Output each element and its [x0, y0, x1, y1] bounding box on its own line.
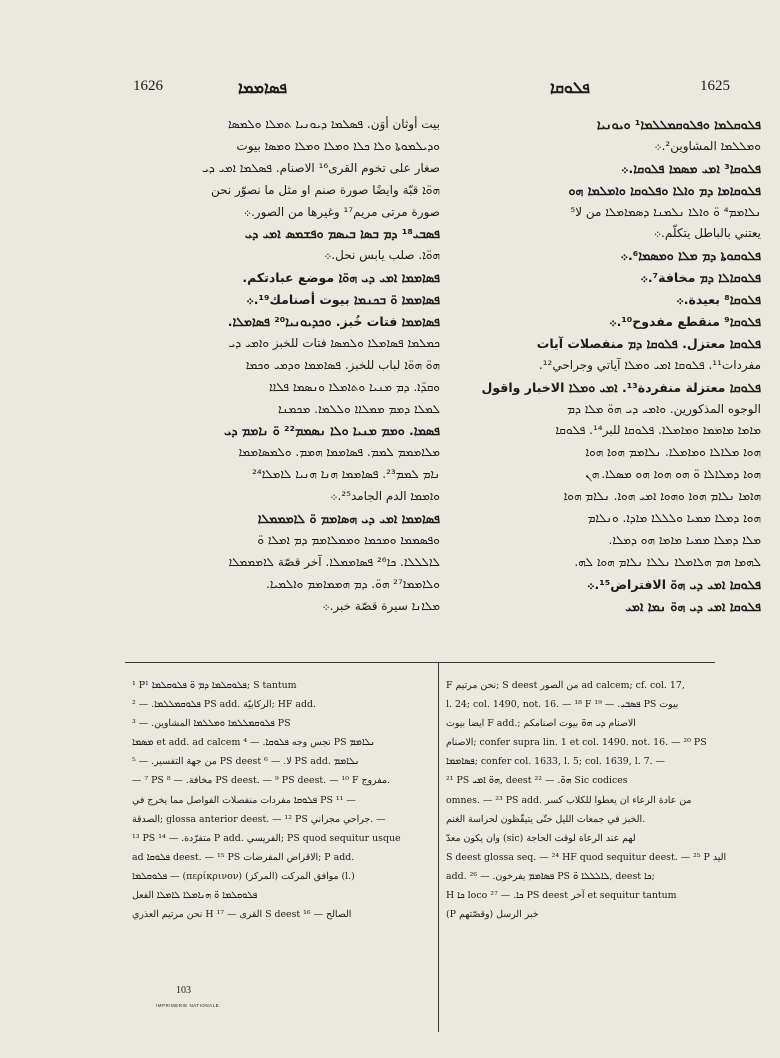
footnote-line: ܦܠܘܩܠܡܐ — (περίκρινον) موافق المركت (المركز) (l.): [132, 870, 355, 882]
text-line: ܗܘܐ ܕܡܠܐܠܐ ܘ̈ ܗܘ ܗܘܐ ܗܘ ܡܣܠܐ. ܗܢ: [585, 467, 761, 482]
right-footnotes: [446, 676, 744, 924]
text-line: ܡܐܡܐ ܡܐܡܡܐ ܘܡܐܡܠܐ. ܦܠܘܩܐ للبر¹⁴. ܦܠܘܩܐ: [555, 423, 761, 438]
text-line: ܦܠܘܩܘܬܐ ܕܡ ܡܠܐ ܘܡܣܡܐ⁶.܀: [620, 248, 761, 264]
footnote-line: ܦܣܐܡܡܐ; confer col. 1633, l. 5; col. 1639, l. 7. —: [446, 756, 665, 768]
right-text-column: [441, 114, 761, 617]
footnote-line: H ܟܐ loco ܟܐ. — ²⁷ PS deest آخر et sequitur tantum: [446, 890, 677, 902]
footnote-line: ¹ P¹ ܦܠܘܩܠܡܐ ܕܡ ܘ̈ ܦܠܘܩܠܡܐ; S tantum: [132, 680, 297, 691]
text-line: ܠܗܡܐ ܗܡ ܗܠܐܡܠܐ ܢܠܠܐ ܢܠܐܡ ܗܘܐ ܠܗ.: [574, 554, 761, 569]
text-line: ܗܐܡܐ ܢܠܐܡ ܗܘܐ ܘܗܘܐ ܐܡܝ ܗܘܐ. ܢܠܐܡ ܗܘܐ: [563, 489, 761, 504]
footnote-line: l. 24; col. 1490, not. 16. — ¹⁸ F ܦܣܒܝ. — ¹⁹ PS بيوت: [446, 699, 679, 711]
text-line: مفردات¹¹. ܦܠܘܩܐ ܐܡܝ ܘܡܠܐ آياتي وجراحي¹².: [538, 357, 761, 372]
left-text-column: [120, 114, 440, 617]
left-running-head: ܦܣܐܡܡܐ: [238, 78, 288, 97]
footnote-line: S deest glossa seq. — ²⁴ HF quod sequitur deest. — ²⁵ P اليد: [446, 851, 727, 863]
footnote-line: (P خبر الرسل (وقصّتهم: [446, 909, 539, 921]
text-line: ܗܘܐ ܡܠܐܠܐ ܘܡܐܡܠܐ. ܢܠܐܡܡ ܗܘܐ ܗܘܐ: [585, 445, 761, 460]
text-line: ܦܣܐܡܡܐ ܐܡܝ ܕܝ ܗܘ̈ܐ موضع عبادتكم.: [242, 270, 440, 286]
text-line: ܦܣܐܡܡܐ ܘ̈ ܒܟܢܡܐ بيوت أصنامك¹⁹.܀: [246, 292, 440, 308]
text-line: ܦܠܘܩܐ ܐܡܝ ܕܝ ܗܘ̈ الافتراض¹⁵.܀: [587, 576, 761, 592]
text-line: ܦܠܘܩܐܡܐ ܕܡ ܘܐܠܐ ܘܦܠܘܩܐ ܘܐܡܠܡܐ ܗܘ: [568, 182, 761, 198]
printer-imprint: IMPRIMERIE NATIONALE.: [156, 1003, 221, 1008]
text-line: بيت أوثان أوَن. ܦܣܠܡܐ ܕܝܘܢܝܐ ܬܡܠܐ ܘܠܡܣܐ: [227, 117, 440, 131]
text-line: ܦܠܘܩܐ⁹ منقطع مفدوح¹⁰.܀: [609, 314, 761, 330]
text-line: ܠܐܠܠܠܐ. ܟܐ²⁶ ܦܣܐܡܡܠܐ. آخر قصّة ܠܐܡܡܡܠܐ: [228, 554, 440, 569]
text-line: ܟܡܠܡܐ ܦܣܐܡܠܐ ܘܠܡܣܐ فتات للخبز ܘܐܡܝ ܕܝ: [228, 335, 440, 350]
text-line: صورة مرتى مريم¹⁷ وغيرها من الصور.܀: [243, 204, 440, 219]
footnote-line: ܦܠܘܩܠܡܐ ܘ̈ ܗܢܐܡܠܐ ܠܐܡܠܐ الفعل: [132, 890, 258, 902]
footnote-line: الخبز في جمعات الليل حتّى يتيقّظون لحراسة الغنم.: [446, 813, 646, 825]
text-line: ܦܣܒܝ¹⁸ ܕܡ ܒܣܐ ܒܝܣܡ ܘܦܫܡܣ ܐܡܝ ܕܝ: [244, 226, 440, 242]
text-line: صغار على تخوم القرى¹⁶ الاصنام. ܦܣܠܡܐ ܐܡܝ ܕܝ: [201, 160, 440, 175]
text-line: ܦܣܐܡܡܐ ܐܡܝ ܕܝ ܗܣܐܡܡ ܘ̈ ܠܐܡܡܡܠܐ: [257, 511, 440, 527]
footnote-line: من جهة التفسير. — ⁵ PS deest لا. — ⁶ PS add. ܢܠܐܡܡ: [132, 756, 360, 768]
text-line: ܗܘ̈ܐ. صلب يابس نحل.܀: [324, 248, 440, 263]
footnote-line: ²¹ PS ܗܘ̈ ܐܡܝ, deest ܗܘ̈. — ²² Sic codices: [446, 775, 628, 787]
footnote-line: ܦܠܘܩܡܠܠܡܐ. — ² PS add. الركابيّة; HF add.: [132, 699, 316, 711]
footnote-line: ad ܦܠܘܩܐ deest. — ¹⁵ PS الاقراض المفرضات; P add.: [132, 851, 355, 863]
footnote-line: وان يكون معدّ (sic) لهم عند الرعاة لوقت الحاجة: [446, 832, 636, 844]
left-footnotes: [132, 676, 430, 924]
footnote-line: ܦܠܘܩܐ مفردات منفصلات الفواصل مما يخرج في PS ¹¹ —: [132, 794, 356, 806]
text-line: ܘܩܕ̈ܐ. ܕܡ ܡܢܝܐ ܘܬܐܡܠܐ ܘܢܣܡܐ ܦܠܐܐ: [268, 379, 440, 394]
text-line: ܦܠܘܩܐ معتزل. ܦܠܘܩܐ ܕܡ منفصلات آيات: [536, 335, 761, 351]
text-line: ܘܕܝܠܡܘܬܐ ܘܠܐ ܟܠܐ ܘܡܠܐ ܘܡܠܐ ܘܡܣܐ بيوت: [236, 138, 440, 153]
text-line: ܡܠܐܢܐ سيرة قصّة خبر.܀: [322, 598, 440, 613]
text-line: ܦܠܘܩܐ⁸ بعيدة.܀: [676, 292, 761, 308]
text-line: ܗܘ̈ܐ قبّة وايضًا صورة صنم او مثل ما نصوّر نحن: [210, 182, 440, 197]
text-line: ܦܠܘܩܐ معتزلة منفردة¹³. ܐܡܝ ܘܡܠܐ الاخبار واقول: [481, 379, 761, 395]
text-line: ܘܦܣܡܡܐ ܘܡܟܡܐ ܘܡܡܠܐܡܡ ܕܡ ܐܡܠܐ ܘ̈: [257, 532, 440, 547]
text-line: ܘܐܡܡܐ الدم الجامد²⁵.܀: [330, 489, 440, 504]
text-line: يعتني بالباطل يتكلّم.܀: [653, 226, 761, 241]
left-page-number: 1626: [133, 78, 163, 94]
footnote-line: F نحن مرتيم; S deest من الصور ad calcem; cf. col. 17,: [446, 680, 685, 691]
footnote-line: — ⁷ PS مخافة. — ⁸ PS deest. — ⁹ PS deest. — ¹⁰ F مفروج.: [132, 775, 390, 787]
text-line: ܗܘ̈ ܗܘ̈ܐ لباب للخبز. ܦܣܐܡܡܐ ܘܕܡܝ ܘܟܡܐ: [245, 357, 440, 372]
footnote-column-divider: [438, 662, 439, 1032]
text-line: ܦܠܘܩܐܠܐ ܕܡ مخافة⁷.܀: [640, 270, 761, 286]
right-page-number: 1625: [700, 78, 730, 94]
text-line: الوجوه المذكورين. ܘܐܡܝ ܕܝ ܗܘ̈ ܡܠܐ ܕܡ: [567, 401, 761, 416]
text-line: ܢܐܡ ܠܡܡ²³. ܦܣܐܡܡܐ ܗܢܐ ܗܢܝܐ ܠܐܡܠܐ²⁴: [252, 467, 440, 482]
sheet-number: 103: [176, 985, 191, 996]
text-line: ܦܠܘܩܠܡܐ ܘܦܠܘܩܡܠܠܡܐ¹ ܘܝܘܢܝܐ: [596, 117, 761, 132]
footnote-line: ܦܠܘܩܡܠܠܡܐ ܘܡܠܠܡܐ المشاوين. — ³ PS: [132, 718, 291, 730]
footnote-line: omnes. — ²³ PS add. من عادة الرعاء ان يعطوا للكلاب كسر: [446, 794, 692, 806]
right-running-head: ܦܠܘܩܐ: [550, 78, 590, 97]
footnote-line: نحن مرتيم العذري H ¹⁷ — القرى S deest ¹⁶ — الصالح: [132, 909, 352, 921]
footnote-line: الصدقة; glossa anterior deest. — ¹² PS جراحي مجراني. —: [132, 813, 386, 825]
footnote-line: الاصنام; confer supra lin. 1 et col. 1490. not. 16. — ²⁰ PS: [446, 737, 707, 749]
text-line: ܦܠܘܩܐ³ ܐܡܝ ܡܣܡܐ ܦܠܘܩܐ.܀: [621, 160, 761, 176]
text-line: ܦܠܘܩܐ ܐܡܝ ܕܝ ܗܘ̈ ܢܡܐ ܐܡܝ: [625, 598, 761, 614]
text-line: ܠܡܠܐ ܕܡܡ ܡܡܠܐܐ ܘܠܠܡܐ. ܡܟܡܢܐ: [278, 401, 440, 416]
text-line: ܦܣܐܡܡܐ فتات خُبز. ܘܟܕܝܘܢܝܐ²⁰ ܦܣܐܡܠܐ.: [227, 314, 440, 330]
footnote-line: add. ܦܣܐܡܡ يفرخون. — ²⁶ PS ܠܐܠܠܠܐ ܘ̈, deest ܟܐ;: [446, 870, 655, 882]
text-line: ܢܠܐܡܡ⁴ ܘ̈ ܘܐܠܐ ܢܠܡܢܐ ܕܣܡܐܡܠܐ من لا⁵: [570, 204, 761, 219]
footnote-line: ايضا بيوت F add.; الاصنام ܕܝ ܗܘ̈ بيوت اصنامكم: [446, 718, 636, 730]
text-line: ܗܘܐ ܕܡܠܐ ܡܡܝܐ ܘܠܠܠܐ ܡܐܕܐ. ܘܢܠܐܡ: [587, 511, 761, 526]
text-line: ܡܠܐ ܕܡܠܐ ܡܡܝܐ ܡܐܡܐ ܗܘ ܕܡܠܐ.: [608, 532, 761, 547]
page-header: [0, 78, 780, 108]
footnote-line: ¹³ PS متفرّدة. — ¹⁴ P add. الفريسي; PS quod sequitur usque: [132, 832, 401, 844]
text-line: ܦܣܡܐ. ܘܡܡ ܡܢܝܐ ܘܠܐ ܢܣܡܡ²² ܘ̈ ܢܐܡܡ ܕܝ: [224, 423, 440, 439]
text-line: ܡܠܐܡܡܡ ܠܡܡ. ܦܣܐܡܡܐ ܗܡܡ. ܘܠܡܣܐܡܡܐ: [238, 445, 440, 460]
text-line: ܘܠܐܡܡܐ²⁷ ܗܘ̈. ܕܡ ܗܡܡܐܡܡ ܘܐܠܡܝܐ.: [265, 576, 440, 591]
text-line: ܘܡܠܠܡܐ المشاوين².܀: [654, 138, 761, 153]
footnote-rule: [125, 662, 715, 663]
footnote-line: ܡܣܡܐ et add. ad calcem نجس وجه ܦܠܘܩܐ. — ⁴ PS ܢܠܐܡܡ: [132, 737, 375, 749]
